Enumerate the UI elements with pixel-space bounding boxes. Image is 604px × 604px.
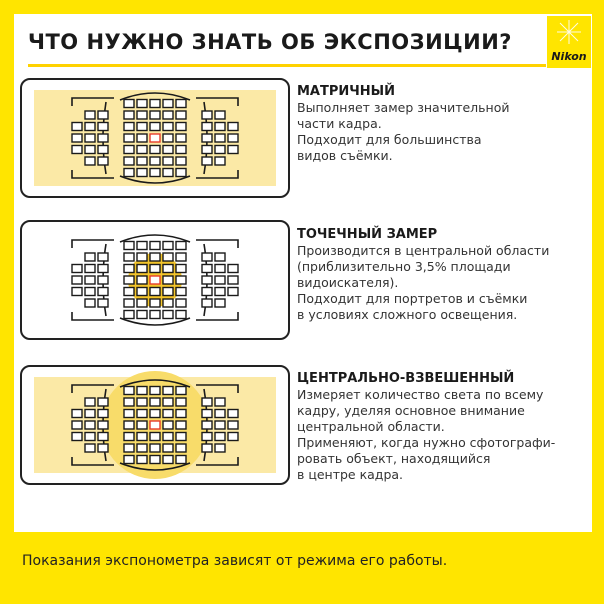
af-point: [176, 253, 186, 261]
mode-desc-line: Выполняет замер значительной: [297, 100, 510, 115]
af-point: [85, 157, 95, 165]
af-point: [215, 433, 225, 441]
af-point: [85, 410, 95, 418]
af-point: [150, 123, 160, 131]
mode-desc-line: в условиях сложного освещения.: [297, 307, 518, 322]
af-point: [137, 134, 147, 142]
af-point: [150, 100, 160, 108]
mode-desc-line: ровать объект, находящийся: [297, 451, 491, 466]
af-point: [215, 265, 225, 273]
af-point: [163, 253, 173, 261]
af-point: [98, 253, 108, 261]
af-point: [98, 444, 108, 452]
af-point: [85, 433, 95, 441]
af-point: [176, 288, 186, 296]
af-point: [72, 123, 82, 131]
af-point: [72, 276, 82, 284]
center-weighted-metering-diagram: [20, 365, 290, 485]
af-point: [176, 265, 186, 273]
af-point: [215, 276, 225, 284]
af-point: [137, 242, 147, 250]
af-point: [124, 242, 134, 250]
af-point: [176, 456, 186, 464]
af-point: [163, 123, 173, 131]
af-point: [98, 111, 108, 119]
af-point: [85, 398, 95, 406]
af-point: [150, 387, 160, 395]
af-point: [124, 444, 134, 452]
af-point: [202, 276, 212, 284]
af-point: [202, 146, 212, 154]
af-point: [98, 288, 108, 296]
mode-desc-line: Производится в центральной области: [297, 243, 550, 258]
mode-desc-line: центральной области.: [297, 419, 445, 434]
af-point: [98, 398, 108, 406]
af-point: [228, 421, 238, 429]
af-point: [150, 410, 160, 418]
af-point: [202, 157, 212, 165]
af-point: [215, 410, 225, 418]
af-point: [163, 100, 173, 108]
af-point: [124, 276, 134, 284]
mode-desc-line: Применяют, когда нужно сфотографи-: [297, 435, 556, 450]
af-point: [176, 276, 186, 284]
af-point: [228, 288, 238, 296]
logo-text: Nikon: [551, 50, 587, 63]
mode-desc-matrix: [297, 100, 587, 164]
af-point: [124, 146, 134, 154]
af-point: [137, 123, 147, 131]
af-point: [98, 433, 108, 441]
af-point: [202, 134, 212, 142]
af-point: [150, 242, 160, 250]
af-point: [85, 265, 95, 273]
af-point: [124, 311, 134, 319]
af-point: [215, 146, 225, 154]
af-point: [124, 299, 134, 307]
af-point: [137, 433, 147, 441]
af-point: [137, 276, 147, 284]
af-point: [150, 433, 160, 441]
af-point: [72, 410, 82, 418]
af-point: [98, 134, 108, 142]
af-point: [137, 444, 147, 452]
af-point: [150, 444, 160, 452]
af-point: [124, 456, 134, 464]
af-point: [150, 456, 160, 464]
af-point: [176, 123, 186, 131]
af-point: [202, 288, 212, 296]
af-point: [72, 134, 82, 142]
mode-desc-spot: [297, 243, 587, 323]
mode-desc-line: кадру, уделяя основное внимание: [297, 403, 525, 418]
af-point-active: [150, 421, 160, 429]
af-point: [85, 299, 95, 307]
af-point: [85, 444, 95, 452]
af-point: [163, 111, 173, 119]
af-point: [72, 288, 82, 296]
af-point: [98, 265, 108, 273]
af-point: [163, 433, 173, 441]
af-point: [163, 169, 173, 177]
af-point-active: [150, 134, 160, 142]
af-point: [163, 421, 173, 429]
frame-corner-bottom-left: [72, 312, 114, 320]
af-point: [163, 134, 173, 142]
af-point: [215, 299, 225, 307]
af-point: [124, 265, 134, 273]
af-point: [85, 421, 95, 429]
af-point: [176, 410, 186, 418]
af-point: [163, 276, 173, 284]
af-point: [150, 288, 160, 296]
af-point: [72, 265, 82, 273]
af-points-grid-icon: [22, 80, 288, 196]
af-point: [137, 146, 147, 154]
af-point: [163, 444, 173, 452]
af-point: [163, 299, 173, 307]
af-point: [137, 111, 147, 119]
af-point: [124, 433, 134, 441]
af-point: [215, 123, 225, 131]
af-point: [202, 253, 212, 261]
af-point: [137, 387, 147, 395]
af-point: [137, 169, 147, 177]
af-point: [137, 311, 147, 319]
mode-desc-line: видов съёмки.: [297, 148, 393, 163]
af-point: [215, 253, 225, 261]
mode-desc-line: Подходит для большинства: [297, 132, 482, 147]
mode-desc-line: в центре кадра.: [297, 467, 404, 482]
af-point: [215, 157, 225, 165]
af-point: [228, 276, 238, 284]
af-point: [202, 444, 212, 452]
af-point: [202, 433, 212, 441]
af-point: [85, 288, 95, 296]
nikon-logo-icon: [547, 16, 591, 68]
af-point: [163, 265, 173, 273]
af-point: [124, 134, 134, 142]
af-point: [98, 421, 108, 429]
af-point: [215, 111, 225, 119]
af-points-grid-icon: [22, 222, 288, 338]
af-point: [215, 444, 225, 452]
af-point: [137, 100, 147, 108]
frame-corner-top-right: [196, 240, 238, 248]
af-point: [150, 311, 160, 319]
af-point: [85, 134, 95, 142]
af-points: [72, 242, 238, 319]
af-point: [215, 421, 225, 429]
af-point: [137, 157, 147, 165]
af-point: [124, 100, 134, 108]
mode-desc-line: видоискателя).: [297, 275, 399, 290]
af-point: [150, 398, 160, 406]
af-point: [137, 265, 147, 273]
af-point: [228, 410, 238, 418]
frame-corner-bottom-right: [196, 312, 238, 320]
mode-title-center-weighted: ЦЕНТРАЛЬНО-ВЗВЕШЕННЫЙ: [297, 371, 515, 386]
af-point: [137, 421, 147, 429]
af-point: [137, 398, 147, 406]
af-point: [137, 288, 147, 296]
af-point: [98, 157, 108, 165]
af-point: [98, 276, 108, 284]
af-point-active: [150, 276, 160, 284]
af-point: [163, 288, 173, 296]
af-point: [163, 410, 173, 418]
af-point: [85, 276, 95, 284]
af-point: [176, 433, 186, 441]
af-point: [72, 421, 82, 429]
mode-desc-line: (приблизительно 3,5% площади: [297, 259, 511, 274]
spot-metering-diagram: [20, 220, 290, 340]
af-point: [124, 387, 134, 395]
af-point: [85, 146, 95, 154]
af-point: [137, 410, 147, 418]
af-point: [228, 123, 238, 131]
af-point: [137, 253, 147, 261]
matrix-metering-diagram: [20, 78, 290, 198]
af-point: [176, 100, 186, 108]
af-point: [124, 421, 134, 429]
af-point: [215, 134, 225, 142]
footer-note: Показания экспонометра зависят от режима его работы.: [22, 553, 448, 569]
af-point: [163, 456, 173, 464]
af-point: [150, 111, 160, 119]
af-point: [137, 299, 147, 307]
af-point: [150, 169, 160, 177]
af-point: [98, 299, 108, 307]
af-point: [176, 398, 186, 406]
af-point: [176, 387, 186, 395]
af-point: [72, 146, 82, 154]
af-point: [202, 398, 212, 406]
af-point: [98, 146, 108, 154]
mode-desc-line: части кадра.: [297, 116, 382, 131]
af-point: [228, 146, 238, 154]
mode-title-matrix: МАТРИЧНЫЙ: [297, 84, 396, 99]
af-point: [150, 253, 160, 261]
af-point: [163, 157, 173, 165]
af-point: [150, 299, 160, 307]
af-point: [215, 288, 225, 296]
af-point: [176, 421, 186, 429]
af-point: [228, 134, 238, 142]
af-point: [98, 123, 108, 131]
content-panel: [14, 14, 592, 532]
af-point: [85, 111, 95, 119]
af-point: [163, 387, 173, 395]
af-point: [176, 311, 186, 319]
af-point: [124, 169, 134, 177]
af-point: [202, 123, 212, 131]
af-point: [124, 123, 134, 131]
af-point: [150, 157, 160, 165]
af-point: [137, 456, 147, 464]
af-point: [163, 311, 173, 319]
af-point: [215, 398, 225, 406]
af-point: [176, 134, 186, 142]
mode-desc-line: Измеряет количество света по всему: [297, 387, 544, 402]
af-point: [150, 265, 160, 273]
af-point: [124, 410, 134, 418]
af-point: [176, 242, 186, 250]
frame-corner-top-left: [72, 240, 114, 248]
af-point: [176, 299, 186, 307]
mode-desc-line: Подходит для портретов и съёмки: [297, 291, 528, 306]
af-point: [72, 433, 82, 441]
title-underline: [28, 64, 546, 67]
af-point: [85, 123, 95, 131]
af-point: [202, 111, 212, 119]
af-point: [124, 157, 134, 165]
mode-desc-center-weighted: [297, 387, 587, 483]
af-point: [176, 444, 186, 452]
mode-title-spot: ТОЧЕЧНЫЙ ЗАМЕР: [297, 227, 438, 242]
af-point: [163, 242, 173, 250]
af-point: [176, 169, 186, 177]
af-point: [176, 111, 186, 119]
af-point: [176, 157, 186, 165]
af-point: [202, 421, 212, 429]
af-points-grid-icon: [22, 367, 288, 483]
af-point: [202, 299, 212, 307]
af-point: [150, 146, 160, 154]
af-point: [228, 433, 238, 441]
page-title: ЧТО НУЖНО ЗНАТЬ ОБ ЭКСПОЗИЦИИ?: [28, 30, 512, 54]
af-point: [124, 288, 134, 296]
af-point: [202, 265, 212, 273]
af-point: [163, 398, 173, 406]
af-point: [85, 253, 95, 261]
af-point: [228, 265, 238, 273]
af-point: [124, 111, 134, 119]
af-point: [124, 253, 134, 261]
af-point: [176, 146, 186, 154]
af-point: [98, 410, 108, 418]
af-point: [124, 398, 134, 406]
af-point: [163, 146, 173, 154]
af-point: [202, 410, 212, 418]
